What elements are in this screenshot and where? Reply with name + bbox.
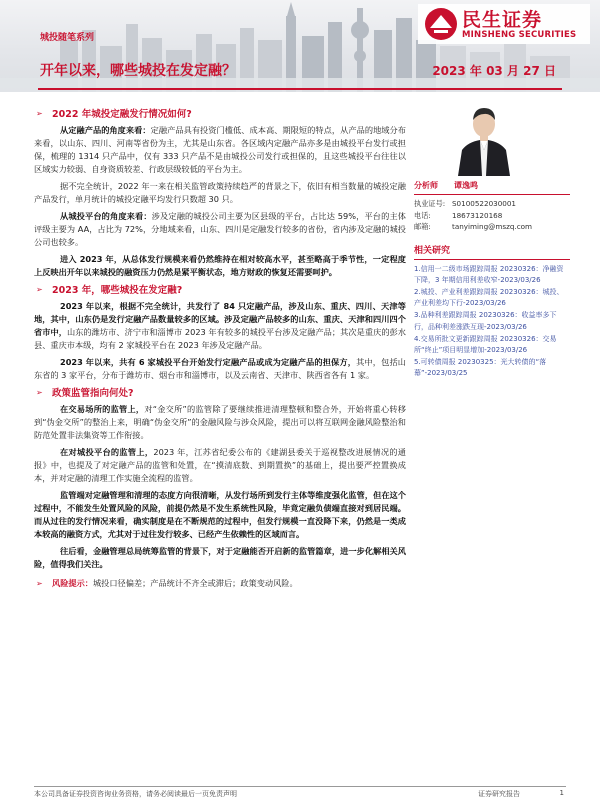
- arrow-bullet-icon: ➢: [36, 387, 43, 397]
- paragraph-lead: 2023 年以来，共有 6 家城投平台开始发行定融产品或成为定融产品的担保方，: [60, 357, 357, 367]
- paragraph: [34, 253, 406, 279]
- footer-report-type: 证券研究报告: [478, 790, 520, 798]
- paragraph: [34, 446, 406, 485]
- brand-name-en: MINSHENG SECURITIES: [462, 30, 577, 40]
- section-heading-1: [34, 106, 406, 120]
- brand-name-cn: 民生证券: [462, 9, 543, 31]
- report-date: 2023 年 03 月 27 日: [432, 64, 556, 78]
- paragraph-body: 对“金交所”的监管除了要继续推进清理整顿和整合外，开始将重心转移到“伪金交所”的整治上来，明确“伪金交所”的金融风险与涉众风险，提出可以将互联网金融风险整治和防范处置非法集资等工作衔接。: [34, 404, 406, 440]
- paragraph-lead: 进入 2023 年，从总体发行规模来看仍然维持在相对较高水平，甚至略高于季节性，一定程度上反映出开年以来城投的融资压力仍然是紧平衡状态，地方财政的恢复还需要呵护。: [34, 254, 406, 277]
- paragraph-lead: 在交易场所的监管上，: [60, 404, 145, 414]
- paragraph: [34, 300, 406, 352]
- paragraph-lead: 从定融产品的角度来看：: [60, 125, 151, 135]
- arrow-bullet-icon: ➢: [36, 579, 43, 588]
- analyst-header: [414, 180, 570, 191]
- related-divider: [414, 259, 570, 260]
- phone-label: 电话:: [414, 210, 431, 220]
- section-heading-1-text: 2022 年城投定融发行情况如何?: [52, 109, 192, 120]
- footer-divider: [34, 786, 566, 787]
- paragraph-body: 据不完全统计，2022 年一来在相关监管政策持续趋严的背景之下，依旧有相当数量的城投定融产品发行，单月统计的城投定融平均发行只数超 30 只。: [34, 181, 406, 204]
- paragraph: [34, 180, 406, 206]
- analyst-name: 谭逸鸣: [454, 181, 478, 190]
- cert-label: 执业证号:: [414, 199, 446, 208]
- paragraph: [34, 124, 406, 176]
- paragraph: [34, 545, 406, 571]
- arrow-bullet-icon: ➢: [36, 108, 43, 118]
- header-banner: [0, 0, 600, 92]
- cert-number: S0100522030001: [452, 199, 517, 208]
- page-number: 1: [559, 789, 564, 797]
- section-heading-2: [34, 282, 406, 296]
- paragraph-body: 涉及定融的城投公司主要为区县级的平台，占比达 59%，平台的主体评级主要为 AA，占比为 72%，分地域来看，山东、四川是定融发行较多的省份，省内涉及定融的城投公司也较多。: [34, 211, 406, 247]
- related-link[interactable]: 4.交易所批文更新跟踪周报 20230326：交易所“终止”项目明显增加-2023/03/26: [414, 334, 557, 354]
- paragraph-body: 其中，包括山东省的 3 家平台，分布于潍坊市、烟台市和淄博市，以及云南省、天津市、陕西省各有 1 家。: [34, 357, 406, 380]
- title-divider: [38, 88, 562, 90]
- related-link[interactable]: 2.城投、产业利差跟踪周报 20230326：城投、产业利差均下行-2023/03/26: [414, 287, 564, 308]
- paragraph-body: 山东的潍坊市、济宁市和淄博市 2023 年有较多的城投平台涉及定融产品；其次是重庆的彭水县、重庆市本级，均有 2 家城投平台在 2023 年涉及定融产品。: [34, 327, 406, 350]
- section-heading-3-text: 政策监管指向何处?: [52, 388, 134, 399]
- paragraph-body: 2023 年，江苏省纪委公布的《建湖县委关于巡视整改进展情况的通报》中，也提及了对定融产品的监管和处置，在“摸清底数、到期置换”的基础上，提出要严控置换成本，并对定融的清理工作实施全流程的监管。: [34, 447, 406, 483]
- section-heading-2-text: 2023 年，哪些城投在发定融?: [52, 285, 183, 296]
- analyst-info: [414, 198, 570, 233]
- report-title: 开年以来，哪些城投在发定融？: [40, 63, 236, 79]
- paragraph-lead: 往后看，金融管理总局统筹监管的背景下，对于定融能否开启新的监管篇章，进一步化解相关风险，值得我们关注。: [34, 546, 406, 569]
- paragraph: [34, 210, 406, 249]
- risk-text: 城投口径偏差；产品统计不齐全或滞后；政策变动风险。: [92, 578, 298, 588]
- paragraph: [34, 403, 406, 442]
- paragraph: [34, 356, 406, 382]
- email-address[interactable]: tanyiming@mszq.com: [452, 222, 533, 231]
- footer-disclaimer: 本公司具备证券投资咨询业务资格，请务必阅读最后一页免责声明: [34, 790, 237, 798]
- paragraph-lead: 监管端对定融管理和清理的态度方向很清晰，从发行场所到发行主体等维度强化监管，但在这个过程中，不能发生处置风险的风险，前提仍然是不发生系统性风险，毕竟定融负债端直接对到居民端。而从过往的发行情况来看，确实制度是在不断规范的过程中，但发行规模一直没降下来，仍然是一类成本较高的融资方式，尤其对于过往发行较多、已经产生依赖性的区域而言。: [34, 490, 406, 539]
- minsheng-logo-icon: [422, 6, 460, 42]
- section-heading-3: [34, 385, 406, 399]
- arrow-bullet-icon: ➢: [36, 284, 43, 294]
- brand-logo: [418, 4, 590, 44]
- analyst-portrait-image: [418, 100, 550, 176]
- related-research-list: [414, 264, 570, 380]
- related-research-title: 相关研究: [414, 245, 451, 256]
- analyst-divider: [414, 194, 570, 195]
- risk-warning: [34, 577, 406, 590]
- paragraph-body: 定融产品具有投资门槛低、成本高、期限短的特点，从产品的地域分布来看，以山东、四川、河南等省份为主，尤其是山东省。各区域内定融产品亦多是由城投平台发行或担保，梳理的 1314 只产品中，仅有 333 只产品不是由城投公司发行或担保的，且这些城投平台往往以区域实力较弱、自身资质较差、行政层级较低的平台为主。: [34, 125, 406, 174]
- paragraph-lead: 2023 年以来，根据不完全统计，共发行了 84 只定融产品，涉及山东、重庆、四川、天津等地，其中，山东仍是发行定融产品数量较多的区域。涉及定融产品较多的山东、重庆、天津和四川四个省市中，: [34, 301, 406, 337]
- main-content: [34, 100, 406, 590]
- related-link[interactable]: 5.可转债周报 20230325：光大转债的“落幕”-2023/03/25: [414, 358, 547, 378]
- analyst-photo: [418, 100, 550, 176]
- risk-label: 风险提示：: [52, 578, 93, 588]
- email-label: 邮箱:: [414, 222, 431, 231]
- related-link[interactable]: 3.品种利差跟踪周报 20230326：收益率多下行，品种利差涨跌互现-2023/03/26: [414, 311, 557, 331]
- related-link[interactable]: 1.信用一二级市场跟踪周报 20230326：净融资下降，3 年期信用利差收窄-2023/03/26: [414, 264, 564, 284]
- analyst-role: 分析师: [414, 181, 438, 190]
- paragraph: [34, 489, 406, 541]
- phone-number: 18673120168: [452, 210, 503, 220]
- paragraph-lead: 在对城投平台的监管上，: [60, 447, 154, 457]
- paragraph-lead: 从城投平台的角度来看：: [60, 211, 152, 221]
- series-label: 城投随笔系列: [40, 33, 95, 43]
- sidebar: [414, 100, 570, 381]
